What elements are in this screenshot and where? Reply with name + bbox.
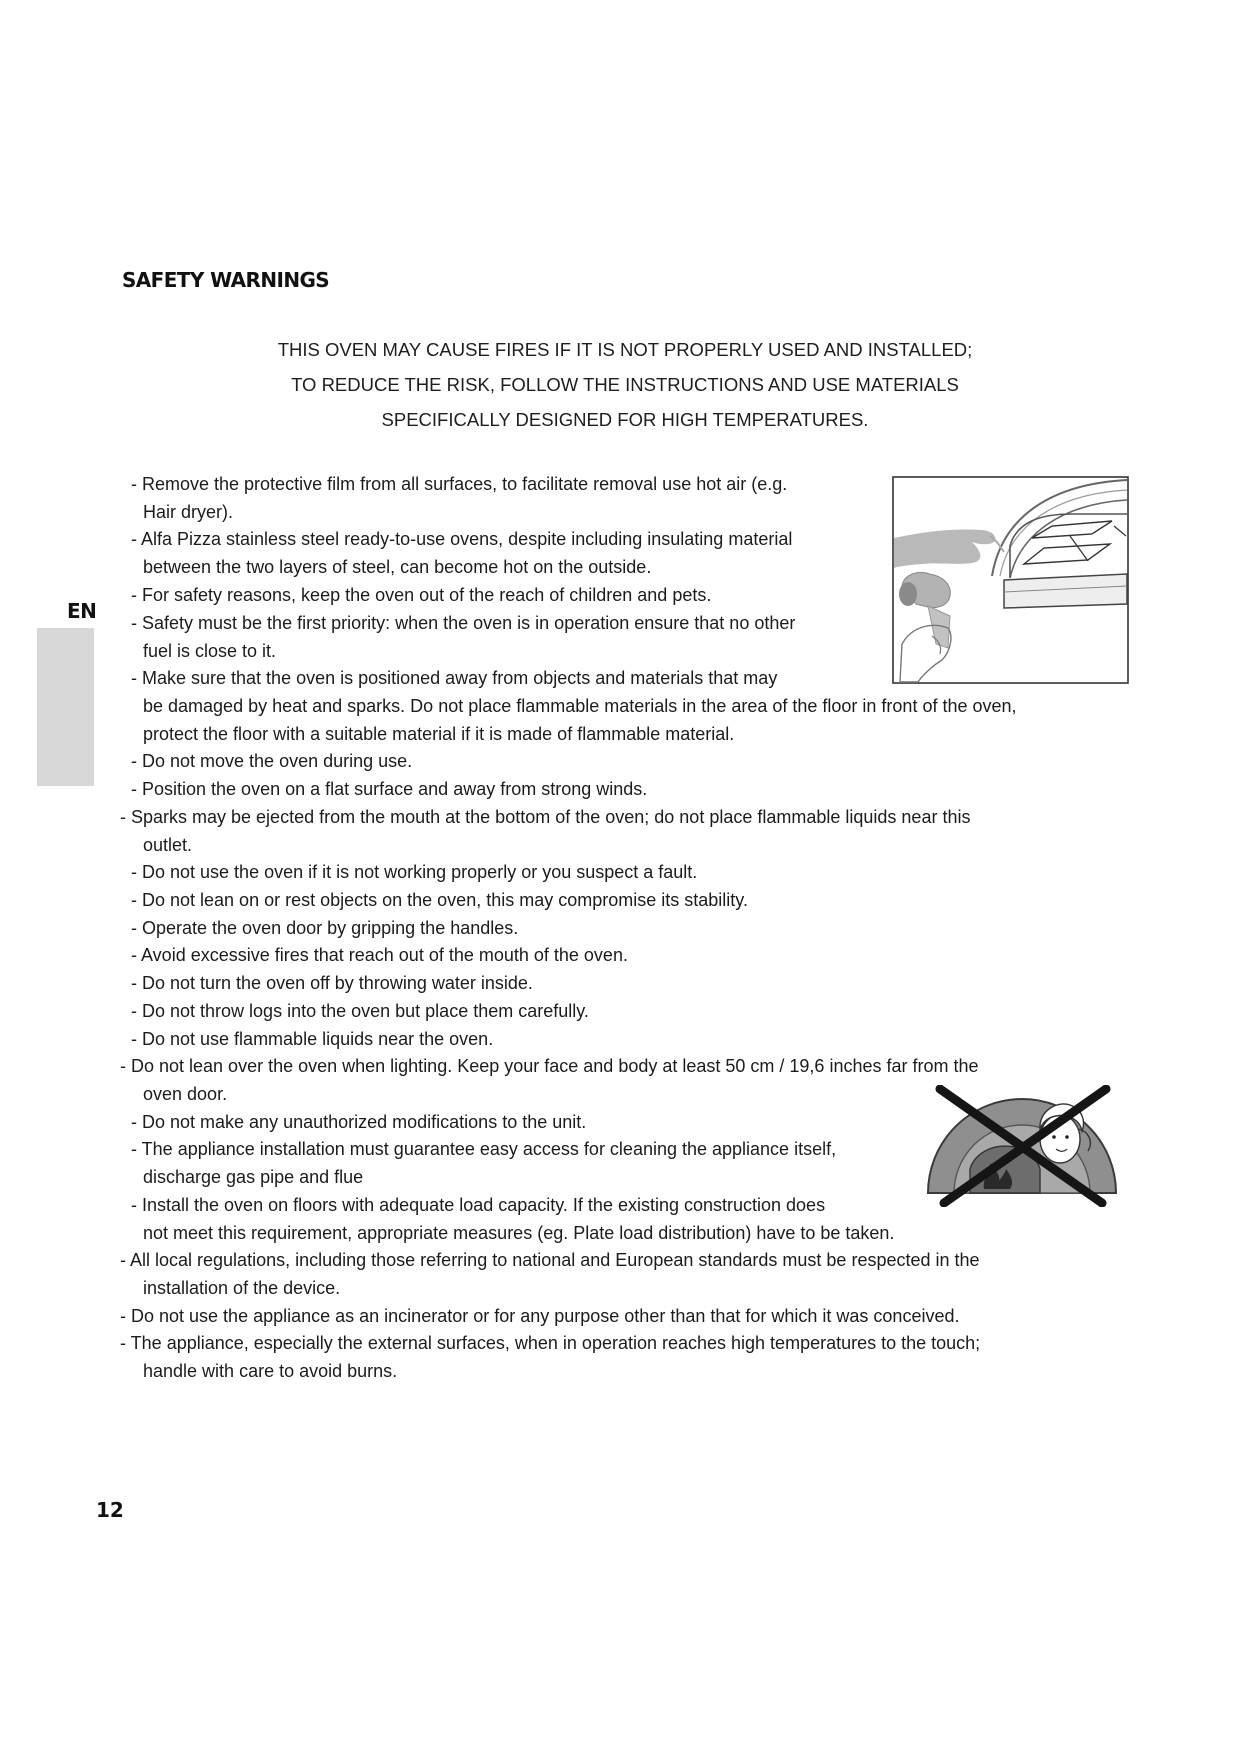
warning-line: - Do not make any unauthorized modifications to the unit. <box>131 1112 587 1132</box>
warning-line: - All local regulations, including those referring to national and European standards must be respected in the <box>120 1250 980 1270</box>
hair-dryer-film-removal-illustration <box>892 476 1129 684</box>
warning-line: handle with care to avoid burns. <box>143 1361 398 1381</box>
language-label: EN <box>67 599 97 623</box>
warning-line: oven door. <box>143 1084 228 1104</box>
warning-line: - Do not turn the oven off by throwing water inside. <box>131 973 533 993</box>
warning-line: - The appliance, especially the external surfaces, when in operation reaches high temperatures to the touch; <box>120 1333 981 1353</box>
warning-line: installation of the device. <box>143 1278 341 1298</box>
warning-line: between the two layers of steel, can become hot on the outside. <box>143 557 652 577</box>
warning-line: - Alfa Pizza stainless steel ready-to-use ovens, despite including insulating material <box>131 529 793 549</box>
warning-line: be damaged by heat and sparks. Do not place flammable materials in the area of the floor in front of the oven, <box>143 696 1017 716</box>
warning-line: outlet. <box>143 835 193 855</box>
warning-line: - Operate the oven door by gripping the handles. <box>131 918 519 938</box>
warning-line: - Do not throw logs into the oven but place them carefully. <box>131 1001 589 1021</box>
warning-line: - Make sure that the oven is positioned away from objects and materials that may <box>131 668 778 688</box>
language-tab-marker <box>37 628 94 786</box>
warning-line: - Do not lean over the oven when lighting. Keep your face and body at least 50 cm / 19,6 inches far from the <box>120 1056 979 1076</box>
warning-banner-line: TO REDUCE THE RISK, FOLLOW THE INSTRUCTIONS AND USE MATERIALS <box>291 374 959 395</box>
warning-line: - Do not use flammable liquids near the oven. <box>131 1029 494 1049</box>
warning-line: - The appliance installation must guarantee easy access for cleaning the appliance itself, <box>131 1139 837 1159</box>
warning-line: - Install the oven on floors with adequate load capacity. If the existing construction does <box>131 1195 826 1215</box>
warning-banner <box>180 332 1070 437</box>
page-number: 12 <box>96 1498 124 1522</box>
warning-line: - For safety reasons, keep the oven out of the reach of children and pets. <box>131 585 712 605</box>
warning-line: - Do not use the oven if it is not working properly or you suspect a fault. <box>131 862 698 882</box>
warning-banner-line: THIS OVEN MAY CAUSE FIRES IF IT IS NOT PROPERLY USED AND INSTALLED; <box>277 339 973 360</box>
warning-line: - Do not lean on or rest objects on the oven, this may compromise its stability. <box>131 890 748 910</box>
warning-line: - Avoid excessive fires that reach out of the mouth of the oven. <box>131 945 628 965</box>
warning-line: not meet this requirement, appropriate measures (eg. Plate load distribution) have to be taken. <box>143 1223 895 1243</box>
warning-line: - Do not move the oven during use. <box>131 751 413 771</box>
warning-line: fuel is close to it. <box>143 641 277 661</box>
do-not-lean-over-oven-illustration <box>922 1085 1122 1207</box>
warning-line: Hair dryer). <box>143 502 234 522</box>
section-title: SAFETY WARNINGS <box>122 268 330 292</box>
warning-banner-line: SPECIFICALLY DESIGNED FOR HIGH TEMPERATURES. <box>381 409 869 430</box>
warning-line: - Sparks may be ejected from the mouth at the bottom of the oven; do not place flammable liquids near this <box>120 807 971 827</box>
warning-line: - Safety must be the first priority: when the oven is in operation ensure that no other <box>131 613 796 633</box>
warning-line: - Position the oven on a flat surface and away from strong winds. <box>131 779 648 799</box>
warning-line: discharge gas pipe and flue <box>143 1167 364 1187</box>
warning-line: protect the floor with a suitable material if it is made of flammable material. <box>143 724 735 744</box>
warning-line: - Remove the protective film from all surfaces, to facilitate removal use hot air (e.g. <box>131 474 788 494</box>
warning-line: - Do not use the appliance as an incinerator or for any purpose other than that for which it was conceived. <box>120 1306 960 1326</box>
